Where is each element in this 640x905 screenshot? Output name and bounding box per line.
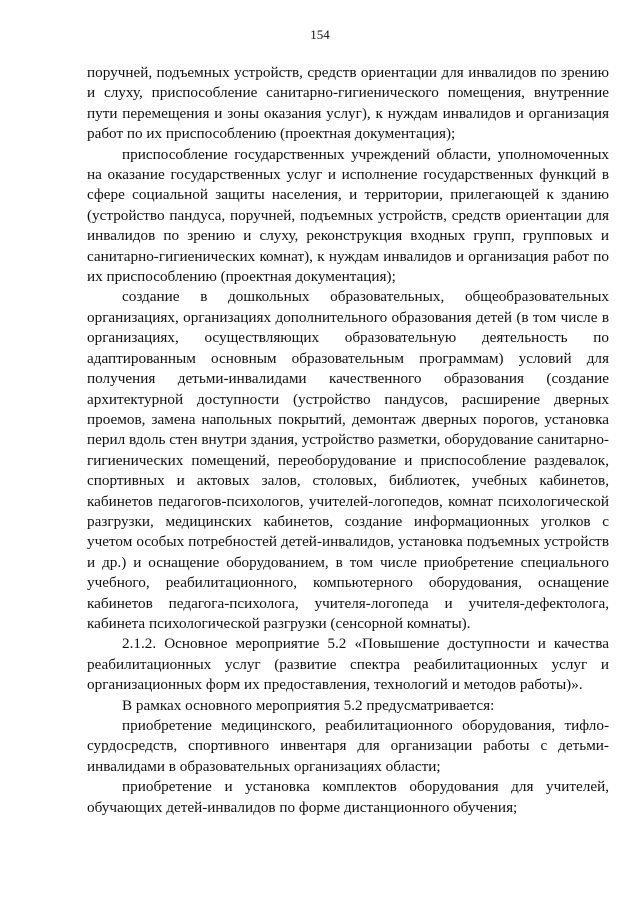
document-body [87, 63, 609, 818]
paragraph: приспособление государственных учреждений области, уполномоченных на оказание государственных услуг и исполнение государственных функций в сфере социальной защиты населения, и территории, прилегающей к зданию (устройство пандуса, поручней, подъемных устройств, средств ориентации для инвалидов по зрению и слуху, реконструкция входных групп, групповых и санитарно-гигиенических комнат), к нуждам инвалидов и организация работ по их приспособлению (проектная документация); [87, 145, 609, 286]
paragraph: создание в дошкольных образовательных, общеобразовательных организациях, организациях дополнительного образования детей (в том числе в организациях, осуществляющих образовательную деятельность по адаптированным основным образовательным программам) условий для получения детьми-инвалидами качественного образования (создание архитектурной доступности (устройство пандусов, расширение дверных проемов, замена напольных покрытий, демонтаж дверных порогов, установка перил вдоль стен внутри здания, устройство разметки, оборудование санитарно-гигиенических помещений, переоборудование и приспособление раздевалок, спортивных и актовых залов, столовых, библиотек, учебных кабинетов, кабинетов педагогов-психологов, учителей-логопедов, комнат психологической разгрузки, медицинских кабинетов, создание информационных уголков с учетом особых потребностей детей-инвалидов, установка подъемных устройств и др.) и оснащение оборудованием, в том числе приобретение специального учебного, реабилитационного, компьютерного оборудования, оснащение кабинетов педагога-психолога, учителя-логопеда и учителя-дефектолога, кабинета психологической разгрузки (сенсорной комнаты). [87, 288, 609, 632]
page-number: 154 [310, 27, 330, 42]
paragraph: приобретение медицинского, реабилитационного оборудования, тифло- сурдосредств, спортивного инвентаря для организации работы с детьми-инвалидами в образовательных организациях области; [87, 717, 609, 775]
paragraph: поручней, подъемных устройств, средств ориентации для инвалидов по зрению и слуху, приспособление санитарно-гигиенического помещения, внутренние пути перемещения и зоны оказания услуг), к нуждам инвалидов и организация работ по их приспособлению (проектная документация); [87, 64, 609, 143]
paragraph: 2.1.2. Основное мероприятие 5.2 «Повышение доступности и качества реабилитационных услуг (развитие спектра реабилитационных услуг и организационных форм их предоставления, технологий и методов работы)». [87, 635, 609, 694]
paragraph: В рамках основного мероприятия 5.2 предусматривается: [122, 696, 495, 714]
paragraph: приобретение и установка комплектов оборудования для учителей, обучающих детей-инвалидов по форме дистанционного обучения; [87, 778, 609, 816]
